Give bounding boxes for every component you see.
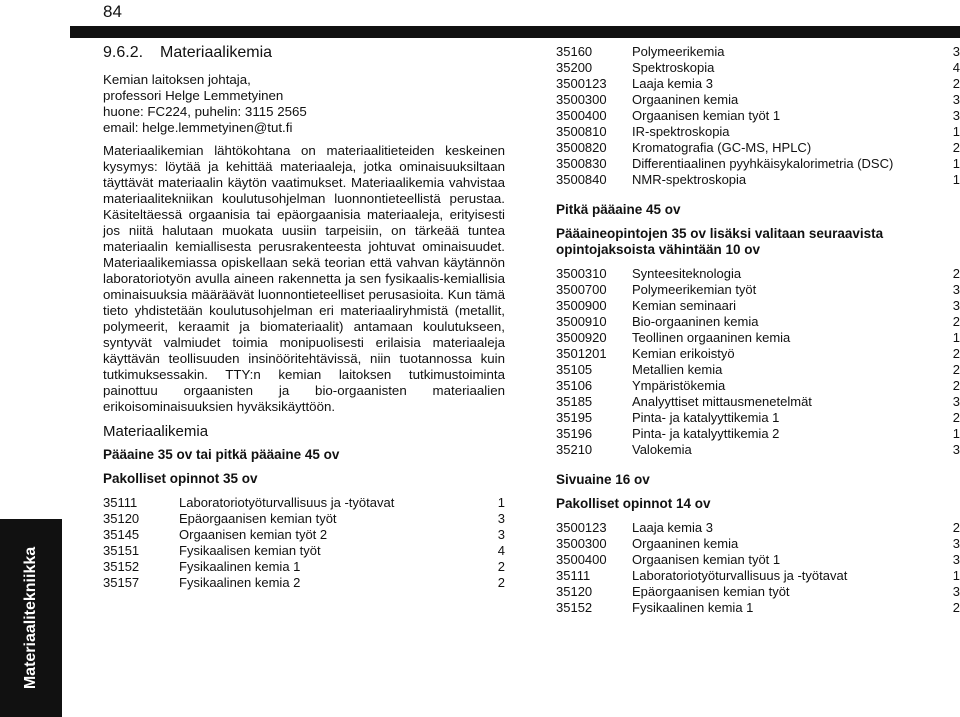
course-row <box>556 156 960 172</box>
course-credits: 2 <box>952 76 960 91</box>
course-name: Epäorgaanisen kemian työt <box>632 584 790 599</box>
course-row <box>556 536 960 552</box>
contact-line: email: helge.lemmetyinen@tut.fi <box>103 120 293 135</box>
course-row <box>556 378 960 394</box>
course-code: 35195 <box>556 410 593 425</box>
course-row <box>103 575 505 591</box>
minor-mandatory-heading: Pakolliset opinnot 14 ov <box>556 496 711 511</box>
course-code: 3500123 <box>556 76 607 91</box>
course-name: Ympäristökemia <box>632 378 726 393</box>
course-row <box>556 330 960 346</box>
page-number: 84 <box>103 2 122 21</box>
course-credits: 2 <box>952 362 960 377</box>
course-credits: 2 <box>497 575 505 590</box>
course-code: 35106 <box>556 378 593 393</box>
contact-line: Kemian laitoksen johtaja, <box>103 72 251 87</box>
course-row <box>556 92 960 108</box>
course-name: NMR-spektroskopia <box>632 172 747 187</box>
course-row <box>556 600 960 616</box>
course-row <box>103 511 505 527</box>
course-name: Teollinen orgaaninen kemia <box>632 330 791 345</box>
course-code: 35210 <box>556 442 593 457</box>
mandatory-course-table-cont <box>556 44 960 188</box>
course-name: Kemian seminaari <box>632 298 737 313</box>
course-code: 35145 <box>103 527 140 542</box>
course-credits: 1 <box>952 172 960 187</box>
course-row <box>556 298 960 314</box>
course-name: Laboratoriotyöturvallisuus ja -työtavat <box>179 495 395 510</box>
course-row <box>556 426 960 442</box>
course-credits: 3 <box>952 92 960 107</box>
course-row <box>556 314 960 330</box>
section-title: Materiaalikemia <box>160 44 273 61</box>
course-row <box>556 172 960 188</box>
course-code: 35157 <box>103 575 140 590</box>
course-credits: 3 <box>952 536 960 551</box>
course-credits: 1 <box>952 426 960 441</box>
intro-paragraph: Materiaalikemian lähtökohtana on materiaalitieteiden keskeinen kysymys: löytää ja kehittää materiaaleja, jotka ominaisuuksiltaan täyttävät materiaalin käytön vaatimukset. Materiaalikemia vahvistaa materiaalitekniikan koulutusohjelman luonnontieteellistä perustaa. Käsiteltäessä orgaanisia tai epäorgaanisia materiaaleja, erityisesti jos niitä halutaan muokata uusiin tarpeisiin, on tärkeää tuntea materiaalin kemiallisesta perusrakenteesta johtuvat ominaisuudet. Materiaalikemiassa opiskellaan sekä teorian että vahvan käytännön laboratoriotyön avulla aineen rakennetta ja sen fysikaalis-kemiallisia ominaisuuksia määräävät luonnontieteelliset perusasioita. Kun tämä tieto yhdistetään koulutusohjelman eri materiaaliryhmistä (metallit, polymeerit, keraamit ja biomateriaalit) antamaan koulutukseen, syntyvät valmiudet toimia monipuolisesti erilaisia materiaaleja käyttävän teollisuuden insinööritehtävissä, niin tuotannossa kuin tutkimuksessakin. TTY:n kemian laitoksen tutkimustoiminta painottuu orgaanisten ja bio-orgaanisten materiaalien erikoisominaisuuksien hyväksikäyttöön. <box>103 143 505 414</box>
course-name: Polymeerikemia <box>632 44 725 59</box>
left-column <box>103 44 505 591</box>
course-code: 3500900 <box>556 298 607 313</box>
course-credits: 4 <box>497 543 505 558</box>
course-row <box>103 527 505 543</box>
mandatory-heading: Pakolliset opinnot 35 ov <box>103 471 258 486</box>
course-credits: 2 <box>952 378 960 393</box>
side-tab <box>0 519 62 717</box>
course-code: 3501201 <box>556 346 607 361</box>
course-name: Differentiaalinen pyyhkäisykalorimetria (DSC) <box>632 156 894 171</box>
course-row <box>556 394 960 410</box>
course-row <box>556 60 960 76</box>
section-number: 9.6.2. <box>103 44 144 61</box>
course-row <box>103 543 505 559</box>
course-name: Spektroskopia <box>632 60 715 75</box>
course-code: 35185 <box>556 394 593 409</box>
contact-info <box>103 72 505 136</box>
course-credits: 3 <box>952 282 960 297</box>
course-credits: 2 <box>952 600 960 615</box>
course-code: 35120 <box>556 584 593 599</box>
course-row <box>556 282 960 298</box>
course-name: Pinta- ja katalyyttikemia 1 <box>632 410 780 425</box>
course-credits: 2 <box>952 410 960 425</box>
course-code: 3500810 <box>556 124 607 139</box>
course-credits: 1 <box>497 495 505 510</box>
course-credits: 2 <box>497 559 505 574</box>
long-major-heading: Pitkä pääaine 45 ov <box>556 202 681 217</box>
course-code: 35111 <box>556 568 591 583</box>
course-credits: 3 <box>952 394 960 409</box>
course-name: Orgaanisen kemian työt 2 <box>179 527 328 542</box>
contact-line: huone: FC224, puhelin: 3115 2565 <box>103 104 307 119</box>
course-row <box>556 520 960 536</box>
course-name: Synteesiteknologia <box>632 266 742 281</box>
course-name: Orgaaninen kemia <box>632 92 739 107</box>
course-code: 35152 <box>103 559 140 574</box>
course-row <box>556 552 960 568</box>
long-major-description: Pääaineopintojen 35 ov lisäksi valitaan seuraavista opintojaksoista vähintään 10 ov <box>556 226 884 257</box>
course-row <box>556 108 960 124</box>
course-credits: 2 <box>952 346 960 361</box>
course-name: Pinta- ja katalyyttikemia 2 <box>632 426 780 441</box>
course-code: 3500910 <box>556 314 607 329</box>
course-code: 3500300 <box>556 536 607 551</box>
course-credits: 1 <box>952 330 960 345</box>
course-name: Analyyttiset mittausmenetelmät <box>632 394 812 409</box>
course-name: Polymeerikemian työt <box>632 282 757 297</box>
course-name: Laboratoriotyöturvallisuus ja -työtavat <box>632 568 848 583</box>
course-credits: 1 <box>952 568 960 583</box>
course-code: 35200 <box>556 60 593 75</box>
side-tab-label: Materiaalitekniikka <box>22 546 40 690</box>
contact-line: professori Helge Lemmetyinen <box>103 88 284 103</box>
course-code: 35111 <box>103 495 138 510</box>
minor-course-table <box>556 520 960 616</box>
course-name: Fysikaalinen kemia 1 <box>179 559 301 574</box>
course-name: Fysikaalinen kemia 1 <box>632 600 754 615</box>
course-credits: 2 <box>952 314 960 329</box>
course-credits: 3 <box>952 584 960 599</box>
elective-course-table <box>556 266 960 458</box>
course-name: Orgaanisen kemian työt 1 <box>632 108 781 123</box>
course-code: 3500840 <box>556 172 607 187</box>
course-credits: 1 <box>952 156 960 171</box>
course-code: 3500310 <box>556 266 607 281</box>
course-code: 3500300 <box>556 92 607 107</box>
course-row <box>556 124 960 140</box>
course-credits: 3 <box>952 298 960 313</box>
course-code: 35151 <box>103 543 140 558</box>
section-heading <box>103 44 505 62</box>
course-code: 35120 <box>103 511 140 526</box>
course-name: IR-spektroskopia <box>632 124 730 139</box>
course-code: 3500820 <box>556 140 607 155</box>
header-bar <box>70 26 960 38</box>
course-row <box>556 584 960 600</box>
course-row <box>556 76 960 92</box>
right-column <box>556 44 960 616</box>
course-credits: 3 <box>497 511 505 526</box>
major-heading: Pääaine 35 ov tai pitkä pääaine 45 ov <box>103 447 340 462</box>
course-row <box>556 140 960 156</box>
course-credits: 4 <box>952 60 960 75</box>
course-row <box>556 362 960 378</box>
course-code: 3500400 <box>556 108 607 123</box>
course-code: 35105 <box>556 362 593 377</box>
course-code: 3500400 <box>556 552 607 567</box>
course-name: Valokemia <box>632 442 692 457</box>
mandatory-course-table <box>103 495 505 591</box>
course-name: Epäorgaanisen kemian työt <box>179 511 337 526</box>
course-row <box>556 568 960 584</box>
course-code: 35160 <box>556 44 593 59</box>
course-row <box>103 559 505 575</box>
course-credits: 3 <box>952 44 960 59</box>
course-credits: 1 <box>952 124 960 139</box>
course-name: Metallien kemia <box>632 362 723 377</box>
course-credits: 3 <box>952 442 960 457</box>
course-name: Laaja kemia 3 <box>632 520 713 535</box>
course-credits: 2 <box>952 140 960 155</box>
course-row <box>103 495 505 511</box>
course-name: Kemian erikoistyö <box>632 346 735 361</box>
course-row <box>556 266 960 282</box>
course-name: Orgaanisen kemian työt 1 <box>632 552 781 567</box>
course-row <box>556 44 960 60</box>
course-code: 35196 <box>556 426 593 441</box>
course-credits: 3 <box>952 552 960 567</box>
course-credits: 3 <box>497 527 505 542</box>
course-code: 35152 <box>556 600 593 615</box>
course-code: 3500920 <box>556 330 607 345</box>
course-credits: 3 <box>952 108 960 123</box>
course-name: Fysikaalinen kemia 2 <box>179 575 301 590</box>
course-name: Orgaaninen kemia <box>632 536 739 551</box>
course-row <box>556 410 960 426</box>
course-code: 3500700 <box>556 282 607 297</box>
subsection-title: Materiaalikemia <box>103 423 209 440</box>
course-row <box>556 346 960 362</box>
minor-heading: Sivuaine 16 ov <box>556 472 650 487</box>
course-name: Fysikaalisen kemian työt <box>179 543 321 558</box>
course-name: Bio-orgaaninen kemia <box>632 314 759 329</box>
course-credits: 2 <box>952 520 960 535</box>
course-name: Kromatografia (GC-MS, HPLC) <box>632 140 812 155</box>
course-credits: 2 <box>952 266 960 281</box>
course-name: Laaja kemia 3 <box>632 76 713 91</box>
course-code: 3500830 <box>556 156 607 171</box>
course-row <box>556 442 960 458</box>
course-code: 3500123 <box>556 520 607 535</box>
